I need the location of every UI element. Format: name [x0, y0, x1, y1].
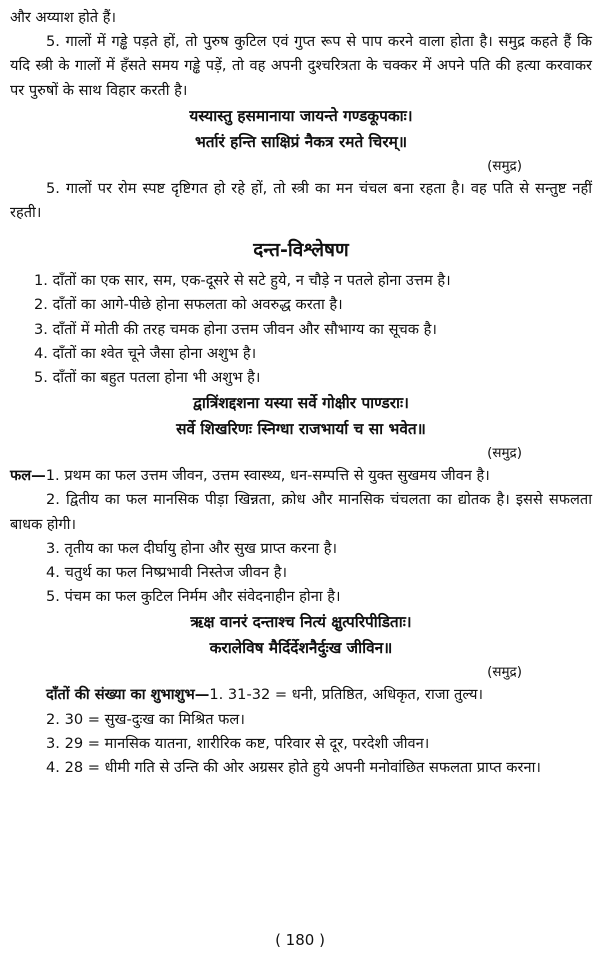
- sanskrit-verse-line: करालेविष मैर्दिर्देशनैर्दुःख जीविन॥: [209, 639, 393, 658]
- count-paragraph: [10, 683, 592, 707]
- count-item: 2. 30 = सुख-दुःख का मिश्रित फल।: [46, 710, 245, 728]
- result-paragraph: [10, 464, 592, 488]
- section-heading: दन्त-विश्लेषण: [253, 239, 349, 262]
- list-item: 4. दाँतों का श्वेत चूने जैसा होना अशुभ है।: [34, 344, 257, 362]
- teeth-list: [10, 269, 592, 390]
- result-label: फल—: [10, 467, 46, 485]
- result-paragraph: 2. द्वितीय का फल मानसिक पीड़ा खिन्नता, क्रोध और मानसिक चंचलता का द्योतक है। इससे सफलता बाधक होगी।: [10, 491, 592, 533]
- result-text: 1. प्रथम का फल उत्तम जीवन, उत्तम स्वास्थ्य, धन-सम्पत्ति से युक्त सुखमय जीवन है।: [45, 467, 490, 485]
- count-item: 3. 29 = मानसिक यातना, शारीरिक कष्ट, परिवार से दूर, परदेशी जीवन।: [46, 734, 430, 752]
- cheek-hair-paragraph: 5. गालों पर रोम स्पष्ट दृष्टिगत हो रहे हों, तो स्त्री का मन चंचल बना रहता है। वह पति से सन्तुष्ट नहीं रहती।: [10, 179, 592, 222]
- result-paragraph: 4. चतुर्थ का फल निष्प्रभावी निस्तेज जीवन है।: [46, 564, 288, 582]
- count-label: दाँतों की संख्या का शुभाशुभ—: [46, 686, 210, 704]
- sanskrit-verse-line: भर्तारं हन्ति साक्षिप्रं नैकत्र रमते चिरम्॥: [194, 132, 408, 151]
- list-item: 3. दाँतों में मोती की तरह चमक होना उत्तम जीवन और सौभाग्य का सूचक है।: [34, 320, 437, 338]
- page-number: ( 180 ): [275, 931, 325, 949]
- result-paragraph: 3. तृतीय का फल दीर्घायु होना और सुख प्राप्त करना है।: [46, 539, 338, 557]
- verse-source: (समुद्र): [487, 445, 522, 462]
- result-paragraph: 5. पंचम का फल कुटिल निर्मम और संवेदनाहीन होना है।: [46, 588, 341, 606]
- verse-source: (समुद्र): [487, 157, 522, 174]
- list-item: 5. दाँतों का बहुत पतला होना भी अशुभ है।: [34, 369, 261, 387]
- count-item: 4. 28 = धीमी गति से उन्ति की ओर अग्रसर होते हुये अपनी मनोवांछित सफलता प्राप्त करना।: [46, 759, 541, 777]
- continued-line: और अय्याश होते हैं।: [10, 9, 117, 26]
- list-item: 1. दाँतों का एक सार, सम, एक-दूसरे से सटे हुये, न चौड़े न पतले होना उत्तम है।: [34, 272, 451, 290]
- count-text: 1. 31-32 = धनी, प्रतिष्ठित, अधिकृत, राजा तुल्य।: [209, 686, 483, 704]
- sanskrit-verse-line: द्वात्रिंशद्दशना यस्या सर्वे गोक्षीर पाण्डराः।: [193, 394, 409, 413]
- cheek-dimple-paragraph: 5. गालों में गड्ढे पड़ते हों, तो पुरुष कुटिल एवं गुप्त रूप से पाप करने वाला होता है। समुद्र कहते हैं कि यदि स्त्री के गालों में हँसते समय गड्ढे पड़ें, तो वह अपनी दुश्चरित्रता के चक्कर में अपने पति की हत्या करवाकर पर पुरुषों के साथ विहार करती है।: [10, 33, 592, 99]
- sanskrit-verse-line: सर्वे शिखरिणः स्निग्धा राजभार्या च सा भवेत॥: [176, 420, 426, 439]
- verse-source: (समुद्र): [487, 664, 522, 681]
- list-item: 2. दाँतों का आगे-पीछे होना सफलता को अवरुद्ध करता है।: [34, 296, 343, 314]
- sanskrit-verse-line: यस्यास्तु हसमानाया जायन्ते गण्डकूपकाः।: [189, 106, 413, 125]
- sanskrit-verse-line: ऋक्ष वानरं दन्ताश्च नित्यं क्षुत्परिपीडिताः।: [190, 613, 412, 632]
